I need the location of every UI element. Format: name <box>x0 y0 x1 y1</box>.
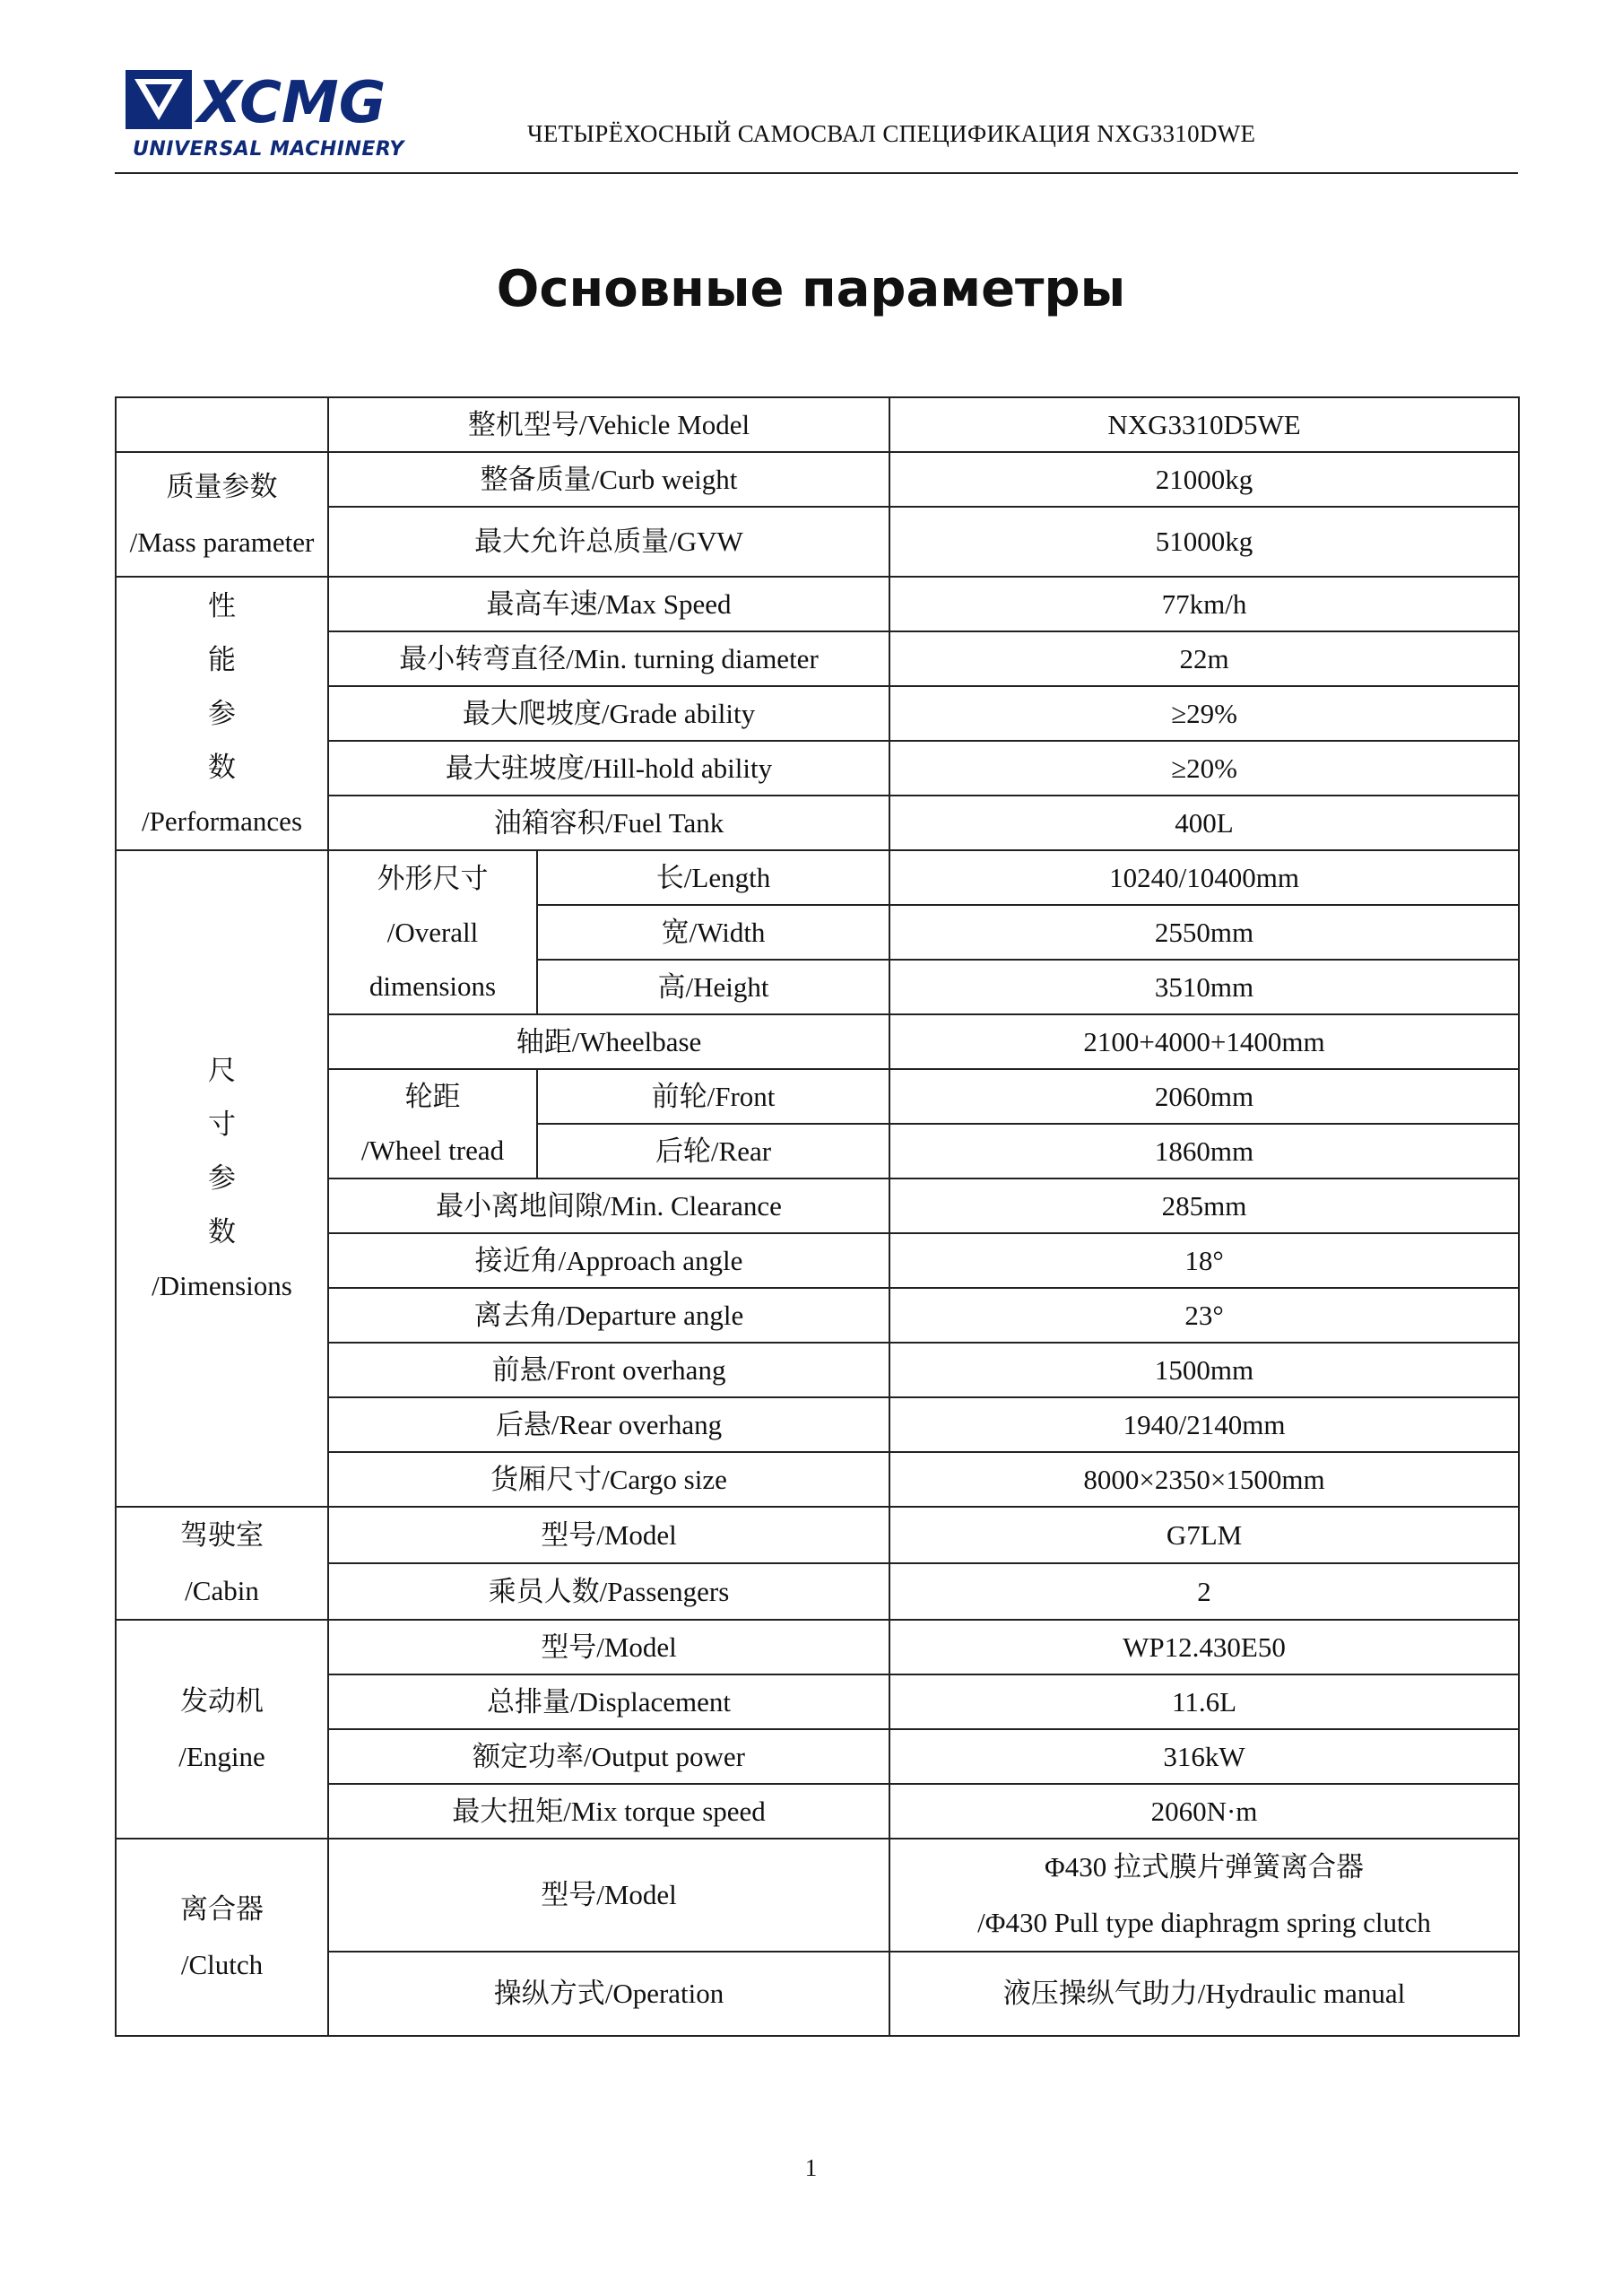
subcategory-overall-dimensions: 外形尺寸 /Overall dimensions <box>328 850 537 1014</box>
param-label: 整机型号/Vehicle Model <box>328 397 889 452</box>
param-value: NXG3310D5WE <box>889 397 1519 452</box>
category-clutch: 离合器 /Clutch <box>116 1839 328 2036</box>
clutch-model-cn: Φ430 拉式膜片弹簧离合器 <box>1045 1851 1364 1883</box>
category-dimensions: 尺 寸 参 数 /Dimensions <box>116 850 328 1507</box>
spec-table <box>115 396 1520 2037</box>
page-number: 1 <box>804 2154 818 2181</box>
param-label: 最大允许总质量/GVW <box>328 507 889 577</box>
param-value: 18° <box>889 1233 1519 1288</box>
category-performance: 性 能 参 数 /Performances <box>116 577 328 850</box>
param-value: 1860mm <box>889 1124 1519 1178</box>
param-label: 宽/Width <box>537 905 889 960</box>
param-value: 285mm <box>889 1178 1519 1233</box>
param-value: 2060N·m <box>889 1784 1519 1839</box>
param-value: 1940/2140mm <box>889 1397 1519 1452</box>
param-value: 液压操纵气助力/Hydraulic manual <box>889 1952 1519 2036</box>
table-row <box>116 397 1519 452</box>
param-label: 额定功率/Output power <box>328 1729 889 1784</box>
param-value: 3510mm <box>889 960 1519 1014</box>
xcmg-logo-mark <box>124 65 393 136</box>
param-label: 型号/Model <box>328 1839 889 1952</box>
page-title: Основные параметры <box>496 260 1126 318</box>
param-value: 2 <box>889 1563 1519 1620</box>
param-value: 21000kg <box>889 452 1519 507</box>
param-label: 最大爬坡度/Grade ability <box>328 686 889 741</box>
empty-cell <box>116 397 328 452</box>
param-value: 1500mm <box>889 1343 1519 1397</box>
param-label: 后轮/Rear <box>537 1124 889 1178</box>
param-label: 高/Height <box>537 960 889 1014</box>
category-engine: 发动机 /Engine <box>116 1620 328 1839</box>
document-header-title: ЧЕТЫРЁХОСНЫЙ САМОСВАЛ СПЕЦИФИКАЦИЯ NXG3310DWE <box>527 120 1256 147</box>
param-value: 316kW <box>889 1729 1519 1784</box>
xcmg-logo <box>124 65 404 163</box>
param-label: 后悬/Rear overhang <box>328 1397 889 1452</box>
param-value: 77km/h <box>889 577 1519 631</box>
param-value: 23° <box>889 1288 1519 1343</box>
param-value: 10240/10400mm <box>889 850 1519 905</box>
param-value: 11.6L <box>889 1674 1519 1729</box>
page-header <box>115 65 1518 174</box>
table-row <box>116 1620 1519 1674</box>
param-label: 最大驻坡度/Hill-hold ability <box>328 741 889 796</box>
param-label: 长/Length <box>537 850 889 905</box>
param-value: 51000kg <box>889 507 1519 577</box>
param-label: 最大扭矩/Mix torque speed <box>328 1784 889 1839</box>
clutch-model-en: /Φ430 Pull type diaphragm spring clutch <box>977 1907 1431 1938</box>
param-label: 接近角/Approach angle <box>328 1233 889 1288</box>
param-label: 油箱容积/Fuel Tank <box>328 796 889 850</box>
logo-subtitle: UNIVERSAL MACHINERY <box>133 138 404 161</box>
param-value: 2550mm <box>889 905 1519 960</box>
param-value: 22m <box>889 631 1519 686</box>
param-value <box>889 1839 1519 1952</box>
param-label: 整备质量/Curb weight <box>328 452 889 507</box>
svg-text:XCMG: XCMG <box>197 70 386 136</box>
param-label: 型号/Model <box>328 1620 889 1674</box>
category-mass: 质量参数 /Mass parameter <box>116 452 328 577</box>
table-row <box>116 850 1519 905</box>
param-label: 前悬/Front overhang <box>328 1343 889 1397</box>
param-value: 8000×2350×1500mm <box>889 1452 1519 1507</box>
param-label: 操纵方式/Operation <box>328 1952 889 2036</box>
param-value: ≥29% <box>889 686 1519 741</box>
param-label: 前轮/Front <box>537 1069 889 1124</box>
param-value: 2100+4000+1400mm <box>889 1014 1519 1069</box>
table-row <box>116 1507 1519 1563</box>
param-label: 货厢尺寸/Cargo size <box>328 1452 889 1507</box>
param-value: 400L <box>889 796 1519 850</box>
param-label: 最小离地间隙/Min. Clearance <box>328 1178 889 1233</box>
param-label: 乘员人数/Passengers <box>328 1563 889 1620</box>
param-label: 轴距/Wheelbase <box>328 1014 889 1069</box>
param-label: 总排量/Displacement <box>328 1674 889 1729</box>
table-row <box>116 1839 1519 1952</box>
table-row <box>116 452 1519 507</box>
param-value: ≥20% <box>889 741 1519 796</box>
subcategory-wheel-tread: 轮距 /Wheel tread <box>328 1069 537 1178</box>
param-label: 离去角/Departure angle <box>328 1288 889 1343</box>
param-label: 最高车速/Max Speed <box>328 577 889 631</box>
param-label: 最小转弯直径/Min. turning diameter <box>328 631 889 686</box>
category-cabin: 驾驶室 /Cabin <box>116 1507 328 1620</box>
table-row <box>116 577 1519 631</box>
param-label: 型号/Model <box>328 1507 889 1563</box>
param-value: G7LM <box>889 1507 1519 1563</box>
param-value: 2060mm <box>889 1069 1519 1124</box>
param-value: WP12.430E50 <box>889 1620 1519 1674</box>
